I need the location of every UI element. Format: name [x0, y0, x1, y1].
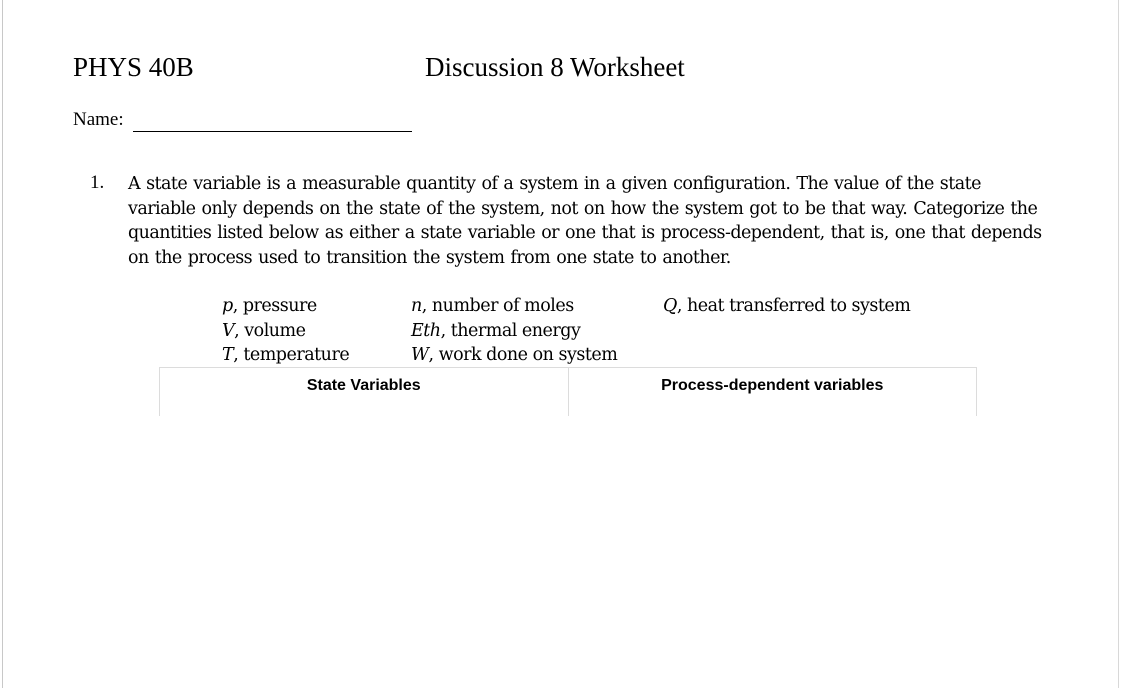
variable-item — [222, 343, 349, 368]
variable-item — [411, 319, 617, 344]
worksheet-title: Discussion 8 Worksheet — [425, 52, 685, 82]
variables-column-2 — [411, 294, 617, 368]
variable-desc: , temperature — [233, 345, 350, 365]
name-label: Name: — [73, 109, 124, 130]
variable-desc: , heat transferred to system — [676, 296, 911, 316]
classification-table — [159, 367, 977, 416]
variables-column-1 — [222, 294, 349, 368]
variable-item — [222, 294, 349, 319]
variable-symbol: V — [222, 320, 235, 341]
process-dependent-header: Process-dependent variables — [661, 377, 884, 394]
course-code: PHYS 40B — [73, 52, 194, 82]
variable-symbol: p — [222, 296, 233, 316]
page-edge-right — [1118, 0, 1119, 688]
question-text: A state variable is a measurable quantity of a system in a given configuration. The value of the state variable only depends on the state of the system, not on how the system got to be that way. Categorize the quantities listed below as either a state variable or one that is process-dependent, that is, one that depends on the process used to transition the system from one state to another. — [128, 174, 1042, 268]
name-field-line[interactable] — [133, 131, 412, 132]
variable-symbol: Eth — [411, 320, 441, 341]
variable-symbol: W — [411, 345, 429, 365]
variable-item — [411, 343, 617, 368]
state-variables-cell[interactable] — [159, 368, 569, 416]
variable-desc: , number of moles — [421, 296, 574, 316]
variable-item — [222, 319, 349, 344]
variable-desc: , thermal energy — [440, 320, 581, 341]
page-edge-left — [2, 0, 3, 688]
process-dependent-cell[interactable] — [569, 368, 978, 416]
variable-symbol: T — [222, 345, 234, 365]
variable-desc: , pressure — [232, 296, 317, 316]
variable-symbol: Q — [663, 296, 677, 316]
variable-symbol: n — [411, 296, 422, 316]
variables-column-3 — [663, 294, 910, 319]
variable-desc: , volume — [234, 320, 306, 341]
variable-desc: , work done on system — [428, 345, 618, 365]
question-number: 1. — [90, 172, 105, 193]
state-variables-header: State Variables — [306, 377, 421, 394]
variable-item — [663, 294, 910, 319]
variable-item — [411, 294, 617, 319]
